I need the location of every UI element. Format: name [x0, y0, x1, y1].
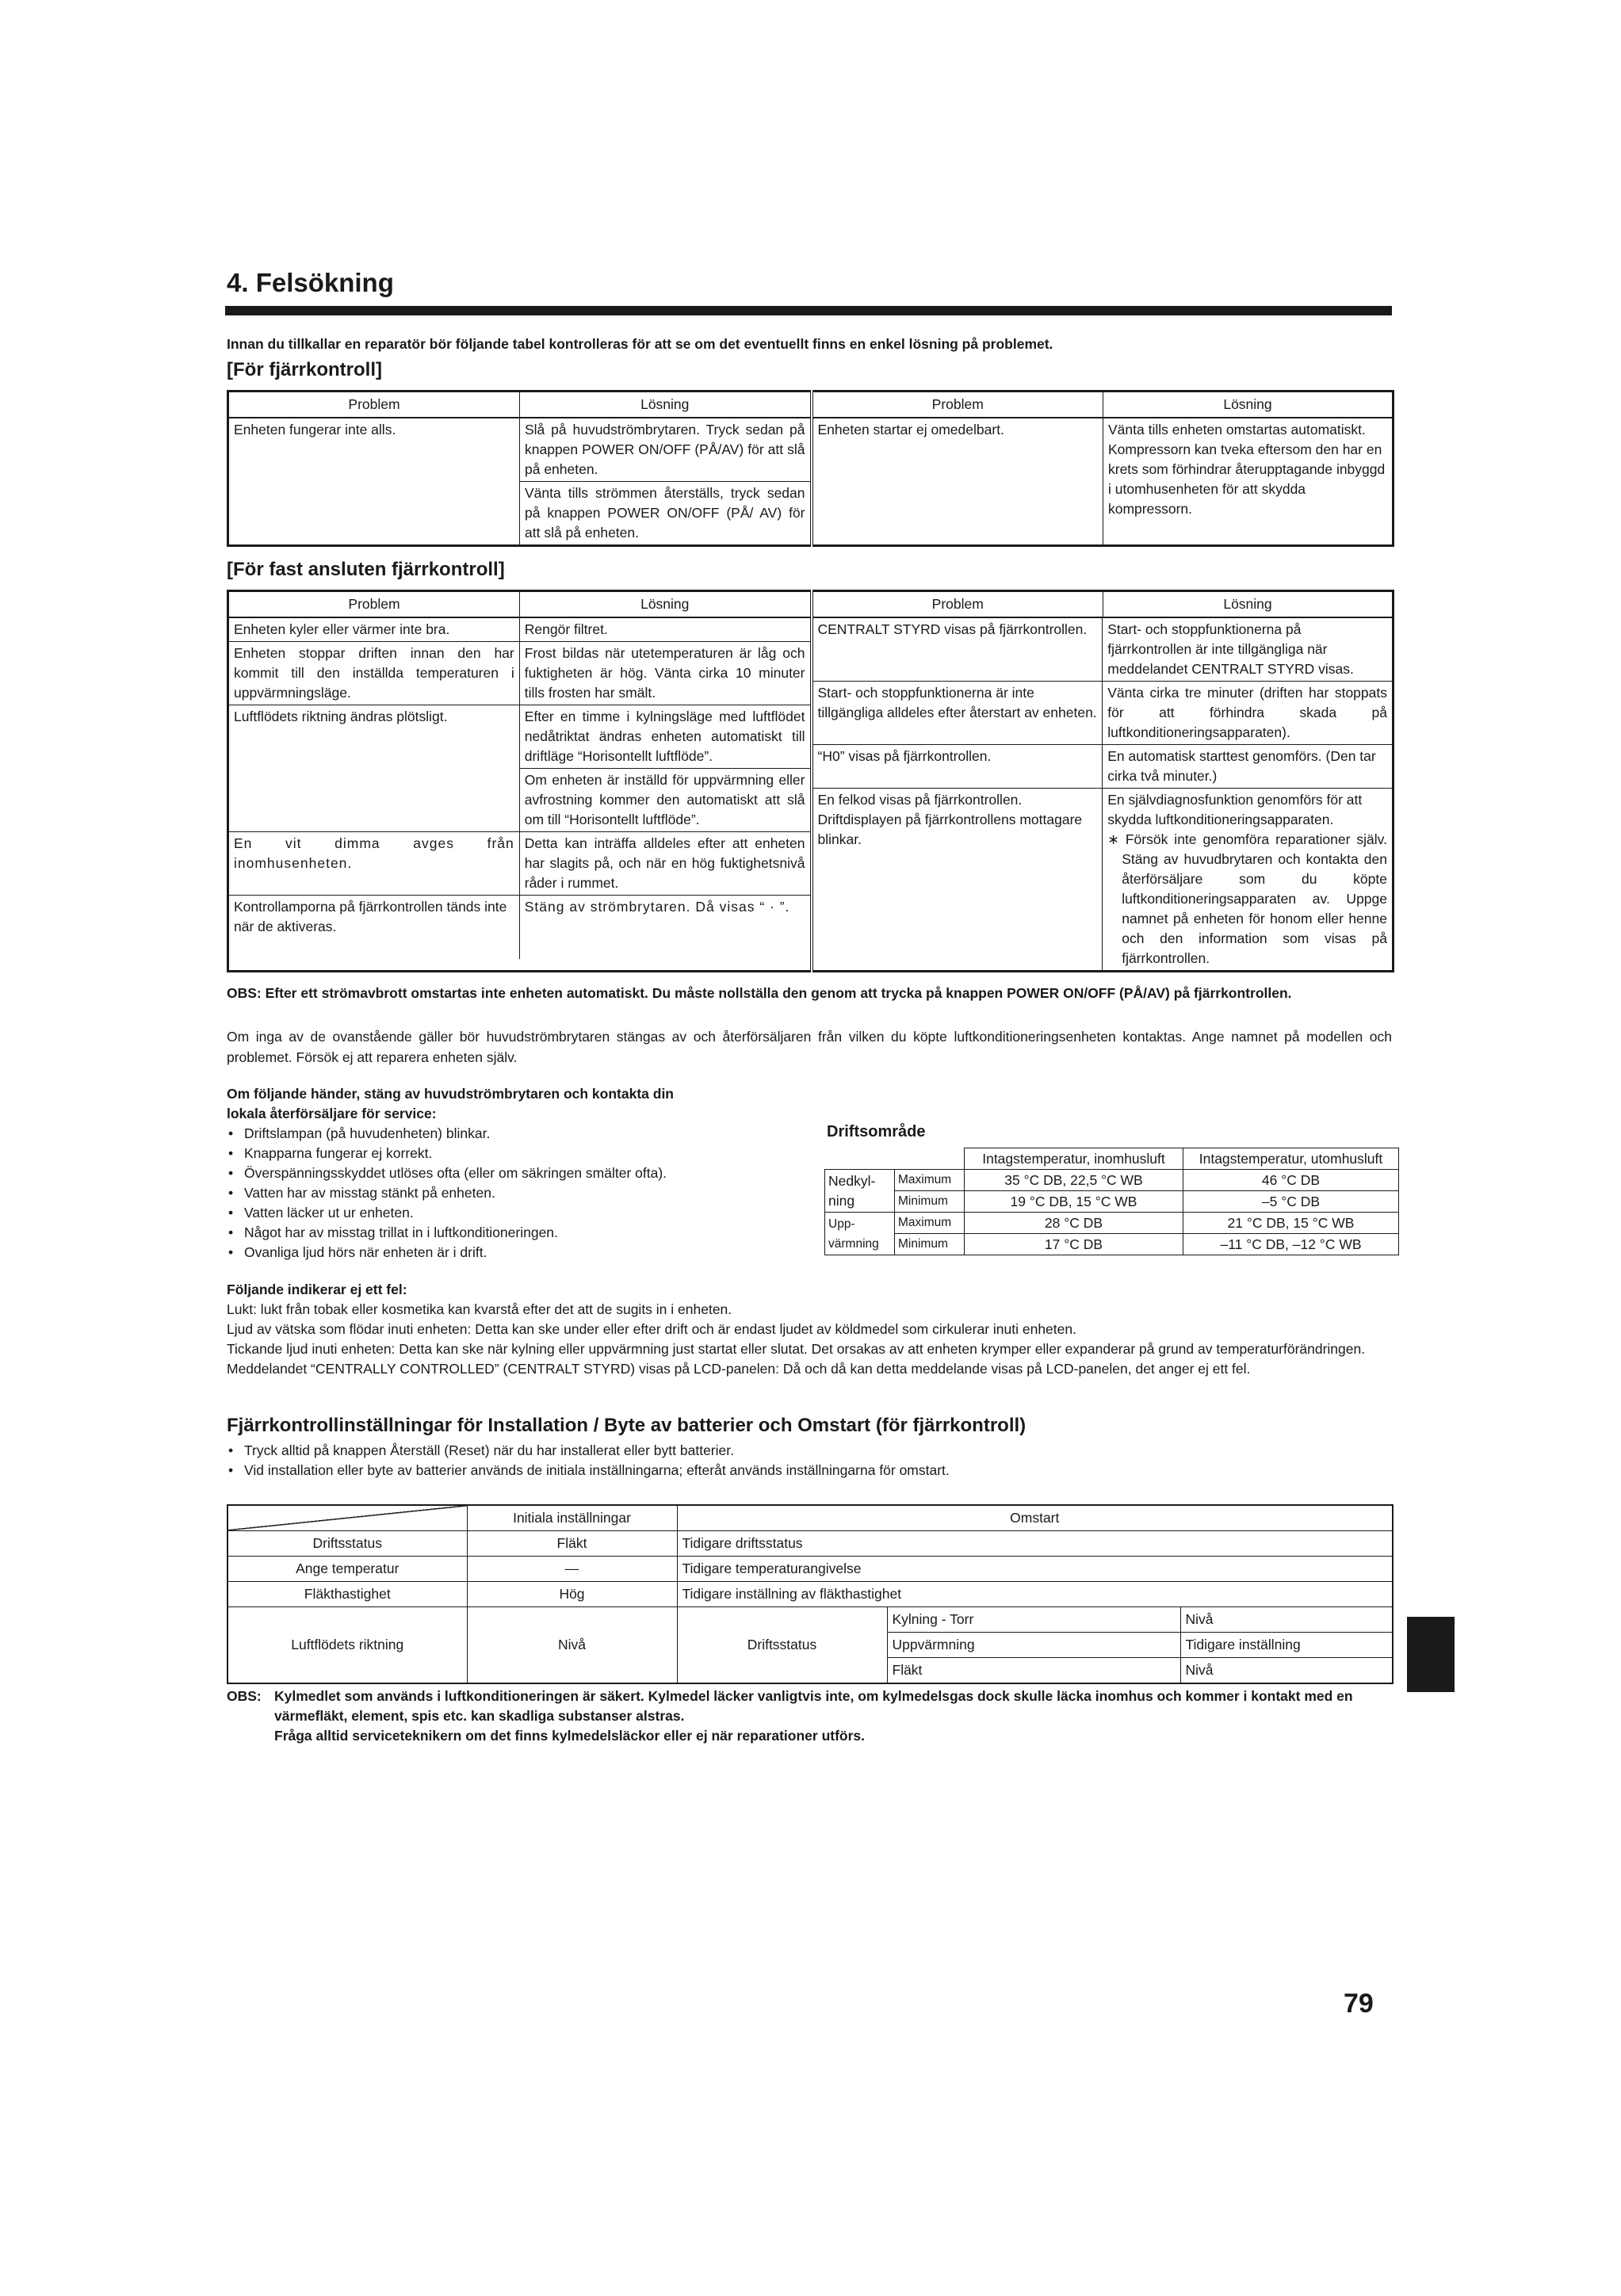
solution-cell: [1103, 789, 1392, 971]
solution-cell: Stäng av strömbrytaren. Då visas “ · ”.: [519, 896, 809, 960]
section-heading-wired: [För fast ansluten fjärrkontroll]: [227, 559, 505, 580]
table-row: [813, 682, 1393, 745]
solution-cell: Om enheten är inställd för uppvärmning eller avfrostning kommer den automatiskt att slå om till “Horisontellt luftflöde”.: [519, 769, 809, 832]
col-header-problem: Problem: [812, 591, 1103, 618]
obs-text: Kylmedlet som används i luftkonditioneringen är säkert. Kylmedel läcker vanligtvis inte, om kylmedelsgas dock skulle läcka inomhus och kommer i kontakt med en värmefläkt, element, spis etc. kan skadliga substanser alstras.: [274, 1688, 1353, 1724]
non-fault-section: [227, 1280, 1392, 1379]
table-row: [825, 1191, 1399, 1213]
list-item: • Knapparna fungerar ej korrekt.: [227, 1144, 797, 1163]
table-header-row: [228, 591, 1394, 618]
initial-value: Hög: [467, 1582, 677, 1607]
left-inner-table: [229, 618, 810, 959]
limit-label: Maximum: [895, 1170, 965, 1191]
problem-cell: Enheten stoppar driften innan den har kommit till den inställda temperaturen i uppvärmningsläge.: [229, 642, 519, 705]
obs-power-note: OBS: Efter ett strömavbrott omstartas inte enheten automatiskt. Du måste nollställa den genom att trycka på knappen POWER ON/OFF (PÅ/AV) på fjärrkontrollen.: [227, 985, 1292, 1001]
service-heading-line: Om följande händer, stäng av huvudströmbrytaren och kontakta din: [227, 1086, 674, 1102]
col-header-solution: Lösning: [520, 392, 812, 418]
list-item: • Överspänningsskyddet utlöses ofta (eller om säkringen smälter ofta).: [227, 1163, 797, 1183]
troubleshoot-table-wired: [227, 590, 1394, 972]
limit-label: Maximum: [895, 1213, 965, 1234]
table-row: [229, 832, 810, 896]
remote-settings-title: Fjärrkontrollinställningar för Installation / Byte av batterier och Omstart (för fjärrkontroll): [227, 1415, 1027, 1436]
restart-value: Tidigare driftsstatus: [677, 1531, 1393, 1557]
solution-cell: En automatisk starttest genomförs. (Den tar cirka två minuter.): [1103, 745, 1392, 789]
table-row: [228, 617, 1394, 972]
blank-cell: [825, 1148, 965, 1170]
solution-cell: Detta kan inträffa alldeles efter att enheten har slagits på, och när en hög fuktighetsnivå råder i rummet.: [519, 832, 809, 896]
col-header-problem: Problem: [228, 392, 520, 418]
mode-label: Nedkyl-: [828, 1172, 876, 1189]
mode-label: ning: [828, 1192, 855, 1209]
problem-cell: Enheten startar ej omedelbart.: [812, 418, 1103, 546]
col-header-solution: Lösning: [1103, 591, 1394, 618]
table-row: [228, 418, 1394, 482]
solution-text: En självdiagnosfunktion genomförs för att skydda luftkonditioneringsapparaten.: [1107, 792, 1363, 827]
operating-range-table: [824, 1148, 1399, 1255]
service-list: [227, 1124, 797, 1263]
value-cell: 46 °C DB: [1183, 1170, 1399, 1191]
mode-value: Nivå: [1180, 1607, 1393, 1633]
col-header-problem: Problem: [812, 392, 1103, 418]
list-item: • Tryck alltid på knappen Återställ (Reset) när du har installerat eller bytt batterier.: [227, 1441, 1392, 1461]
table-header-row: [825, 1148, 1399, 1170]
solution-cell: Efter en timme i kylningsläge med luftflödet nedåtriktat ändras enheten automatiskt till driftläge “Horisontellt luftflöde”.: [519, 705, 809, 769]
table-header-row: [227, 1505, 1393, 1531]
remote-settings-table: [227, 1504, 1394, 1684]
initial-value: Fläkt: [467, 1531, 677, 1557]
solution-cell: Vänta tills enheten omstartas automatiskt. Kompressorn kan tveka eftersom den har en krets som förhindrar återupptagande inbyggd i utomhusenheten för att skydda kompressorn.: [1108, 422, 1386, 517]
col-header-outdoor: Intagstemperatur, utomhusluft: [1183, 1148, 1399, 1170]
value-cell: 35 °C DB, 22,5 °C WB: [965, 1170, 1183, 1191]
col-header-problem: Problem: [228, 591, 520, 618]
obs-refrigerant-note: [227, 1687, 1395, 1746]
mode-cell: Fläkt: [887, 1658, 1180, 1684]
mode-value: Tidigare inställning: [1180, 1633, 1393, 1658]
mode-value: Nivå: [1180, 1658, 1393, 1684]
problem-cell: “H0” visas på fjärrkontrollen.: [813, 745, 1103, 789]
problem-cell: Kontrollamporna på fjärrkontrollen tänds inte när de aktiveras.: [229, 896, 519, 960]
row-label: Fläkthastighet: [227, 1582, 467, 1607]
contact-paragraph: Om inga av de ovanstående gäller bör huvudströmbrytaren stängas av och återförsäljaren från vilken du köpte luftkonditioneringsenheten kontaktas. Ange namnet på modellen och problemet. Försök ej att reparera enheten själv.: [227, 1029, 1392, 1065]
problem-cell: Start- och stoppfunktionerna är inte tillgängliga alldeles efter återstart av enheten.: [813, 682, 1103, 745]
solution-cell: Start- och stoppfunktionerna på fjärrkontrollen är inte tillgängliga när meddelandet CENTRALT STYRD visas.: [1107, 621, 1354, 677]
col-header-solution: Lösning: [1103, 392, 1394, 418]
restart-value: Tidigare inställning av fläkthastighet: [677, 1582, 1393, 1607]
value-cell: 19 °C DB, 15 °C WB: [965, 1191, 1183, 1213]
row-label: Luftflödets riktning: [227, 1607, 467, 1684]
restart-sub-label: Driftsstatus: [677, 1607, 887, 1684]
obs-label: OBS:: [227, 1688, 262, 1704]
table-row: [227, 1607, 1393, 1633]
warning-note: ∗ Försök inte genomföra reparationer själv. Stäng av huvudbrytaren och kontakta den återförsäljare som du köpte luftkonditioneringsapparaten av. Uppge namnet på enheten för honom eller henne och den information som visas på fjärrkontrollen.: [1107, 831, 1387, 966]
table-row: [229, 618, 810, 642]
service-heading: [227, 1084, 766, 1124]
table-row: [825, 1213, 1399, 1234]
solution-cell: Rengör filtret.: [524, 621, 608, 637]
restart-value: Tidigare temperaturangivelse: [677, 1557, 1393, 1582]
col-header-restart: Omstart: [677, 1505, 1393, 1531]
value-cell: 28 °C DB: [965, 1213, 1183, 1234]
title-rule: [225, 306, 1392, 315]
limit-label: Minimum: [895, 1234, 965, 1255]
list-item: • Något har av misstag trillat in i luftkonditioneringen.: [227, 1223, 797, 1243]
table-row: [813, 618, 1393, 682]
table-header-row: [228, 392, 1394, 418]
page-number: 79: [1344, 1988, 1374, 2019]
problem-cell: En vit dimma avges från inomhusenheten.: [229, 832, 519, 896]
col-header-indoor: Intagstemperatur, inomhusluft: [965, 1148, 1183, 1170]
mode-label: Upp-: [828, 1217, 855, 1231]
col-header-initial: Initiala inställningar: [467, 1505, 677, 1531]
table-row: [229, 705, 810, 769]
table-row: [813, 745, 1393, 789]
solution-cell: Vänta tills strömmen återställs, tryck sedan på knappen POWER ON/OFF (PÅ/ AV) för att slå på enheten.: [520, 482, 812, 546]
col-header-solution: Lösning: [520, 591, 812, 618]
problem-cell: CENTRALT STYRD visas på fjärrkontrollen.: [813, 618, 1103, 682]
section-tab-marker: [1407, 1617, 1455, 1692]
list-item: • Driftslampan (på huvudenheten) blinkar.: [227, 1124, 797, 1144]
table-row: [227, 1582, 1393, 1607]
right-column: [812, 617, 1394, 972]
row-label: Driftsstatus: [227, 1531, 467, 1557]
problem-cell: Enheten kyler eller värmer inte bra.: [229, 618, 519, 642]
non-fault-line: Ljud av vätska som flödar inuti enheten: Detta kan ske under eller efter drift och är endast ljudet av köldmedel som cirkulerar inuti enheten.: [227, 1321, 1076, 1337]
mode-label: värmning: [828, 1236, 879, 1251]
obs-text: Fråga alltid serviceteknikern om det finns kylmedelsläckor eller ej när reparationer utförs.: [274, 1728, 866, 1744]
remote-settings-list: [227, 1441, 1392, 1480]
problem-cell: En felkod visas på fjärrkontrollen. Driftdisplayen på fjärrkontrollens mottagare blinkar.: [813, 789, 1103, 971]
non-fault-heading: Följande indikerar ej ett fel:: [227, 1282, 407, 1297]
mode-cell: Kylning - Torr: [887, 1607, 1180, 1633]
page-title: 4. Felsökning: [227, 268, 394, 297]
table-row: [227, 1557, 1393, 1582]
row-label: Ange temperatur: [227, 1557, 467, 1582]
list-item: • Vid installation eller byte av batterier används de initiala inställningarna; efteråt används inställningarna för omstart.: [227, 1461, 1392, 1480]
section-heading-remote: [För fjärrkontroll]: [227, 359, 382, 380]
list-item: • Vatten har av misstag stänkt på enheten.: [227, 1183, 797, 1203]
mode-heating: [825, 1213, 895, 1255]
operating-range-title: Driftsområde: [827, 1123, 926, 1140]
mode-cell: Uppvärmning: [887, 1633, 1180, 1658]
troubleshoot-table-remote: [227, 390, 1394, 547]
right-inner-table: [813, 618, 1393, 970]
non-fault-line: Meddelandet “CENTRALLY CONTROLLED” (CENTRALT STYRD) visas på LCD-panelen: Då och då kan detta meddelande visas på LCD-panelen, det anger ej ett fel.: [227, 1361, 1251, 1377]
table-row: [813, 789, 1393, 971]
limit-label: Minimum: [895, 1191, 965, 1213]
solution-cell: Frost bildas när utetemperaturen är låg och fuktigheten är hög. Vänta cirka 10 minuter tills frosten har smält.: [519, 642, 809, 705]
problem-cell: Enheten fungerar inte alls.: [228, 418, 520, 546]
value-cell: –5 °C DB: [1183, 1191, 1399, 1213]
list-item: • Ovanliga ljud hörs när enheten är i drift.: [227, 1243, 797, 1263]
intro-text: Innan du tillkallar en reparatör bör följande tabel kontrolleras för att se om det eventuellt finns en enkel lösning på problemet.: [227, 336, 1053, 352]
mode-cooling: [825, 1170, 895, 1213]
table-row: [227, 1531, 1393, 1557]
left-column: [228, 617, 812, 972]
solution-cell: Slå på huvudströmbrytaren. Tryck sedan på knappen POWER ON/OFF (PÅ/AV) för att slå på enheten.: [520, 418, 812, 482]
non-fault-line: Lukt: lukt från tobak eller kosmetika kan kvarstå efter det att de sugits in i enheten.: [227, 1301, 732, 1317]
table-row: [825, 1234, 1399, 1255]
table-row: [229, 896, 810, 960]
table-row: [229, 642, 810, 705]
list-item: • Vatten läcker ut ur enheten.: [227, 1203, 797, 1223]
problem-cell: Luftflödets riktning ändras plötsligt.: [229, 705, 519, 832]
value-cell: –11 °C DB, –12 °C WB: [1183, 1234, 1399, 1255]
value-cell: 21 °C DB, 15 °C WB: [1183, 1213, 1399, 1234]
value-cell: 17 °C DB: [965, 1234, 1183, 1255]
diagonal-header-cell: [227, 1505, 467, 1531]
initial-value: —: [467, 1557, 677, 1582]
initial-value: Nivå: [467, 1607, 677, 1684]
table-row: [825, 1170, 1399, 1191]
solution-cell: Vänta cirka tre minuter (driften har stoppats för att förhindra skada på luftkonditioneringsapparaten).: [1103, 682, 1392, 745]
service-heading-line: lokala återförsäljare för service:: [227, 1106, 437, 1121]
non-fault-line: Tickande ljud inuti enheten: Detta kan ske när kylning eller uppvärmning just startat eller slutat. Det orsakas av att enheten krymper eller expanderar på grund av temperaturförändringen.: [227, 1341, 1366, 1357]
